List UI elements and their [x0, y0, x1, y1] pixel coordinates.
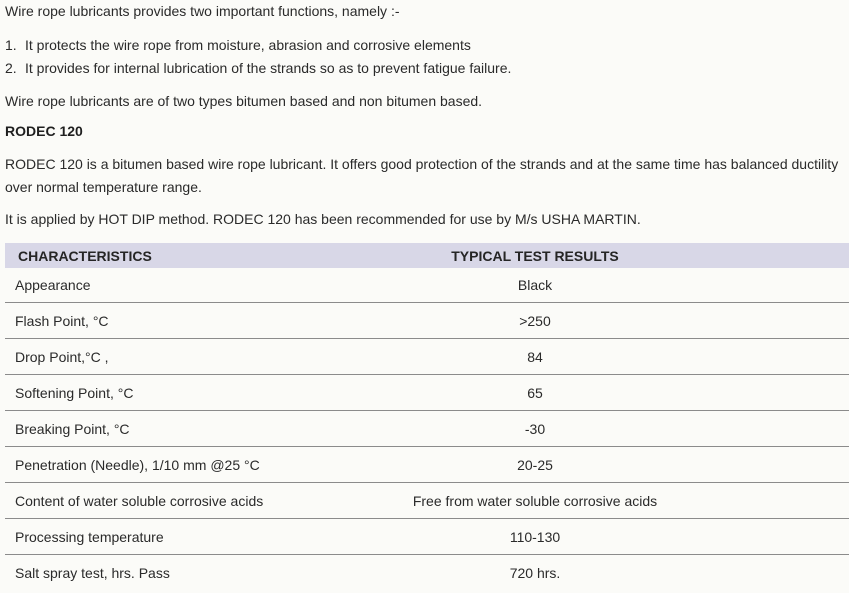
row-result: -30 [524, 420, 546, 437]
function-number: 1. [5, 37, 17, 53]
table-row [5, 519, 849, 555]
row-result: 65 [527, 384, 543, 401]
header-characteristics: CHARACTERISTICS [18, 247, 152, 264]
function-item-1 [5, 36, 471, 54]
row-characteristic: Flash Point, °C [15, 312, 109, 329]
table-row [5, 483, 849, 519]
product-description: RODEC 120 is a bitumen based wire rope lubricant. It offers good protection of the strands and at the same time has balanced ductility over normal temperature range. [5, 156, 839, 195]
table-row [5, 268, 849, 303]
types-text: Wire rope lubricants are of two types bitumen based and non bitumen based. [5, 93, 483, 109]
table-row [5, 447, 849, 483]
row-result: Black [517, 277, 553, 293]
application-text: It is applied by HOT DIP method. RODEC 120 has been recommended for use by M/s USHA MARTIN. [5, 211, 641, 227]
row-characteristic: Softening Point, °C [15, 384, 134, 401]
row-result: 84 [527, 348, 543, 365]
product-heading: RODEC 120 [5, 123, 83, 139]
row-characteristic: Appearance [15, 277, 91, 293]
function-text: It protects the wire rope from moisture, abrasion and corrosive elements [25, 37, 471, 53]
table-row [5, 303, 849, 339]
row-result: 20-25 [517, 456, 553, 473]
test-results-table [5, 243, 849, 591]
row-characteristic: Processing temperature [15, 528, 164, 545]
row-characteristic: Penetration (Needle), 1/10 mm @25 °C [15, 456, 260, 473]
row-characteristic: Salt spray test, hrs. Pass [15, 565, 170, 581]
table-row [5, 411, 849, 447]
row-characteristic: Drop Point,°C , [15, 348, 109, 365]
table-row [5, 375, 849, 411]
row-characteristic: Content of water soluble corrosive acids [15, 492, 264, 509]
table-row [5, 555, 849, 591]
function-number: 2. [5, 60, 17, 76]
row-characteristic: Breaking Point, °C [15, 420, 130, 437]
row-result: >250 [519, 312, 551, 329]
row-result: 110-130 [509, 528, 561, 545]
table-row [5, 339, 849, 375]
function-item-2 [5, 59, 511, 77]
row-result: Free from water soluble corrosive acids [412, 492, 658, 509]
header-results: TYPICAL TEST RESULTS [451, 247, 619, 264]
row-result: 720 hrs. [509, 565, 561, 581]
function-text: It provides for internal lubrication of the strands so as to prevent fatigue failure. [25, 60, 512, 76]
intro-text: Wire rope lubricants provides two important functions, namely :- [5, 3, 400, 19]
table-header [5, 243, 849, 268]
